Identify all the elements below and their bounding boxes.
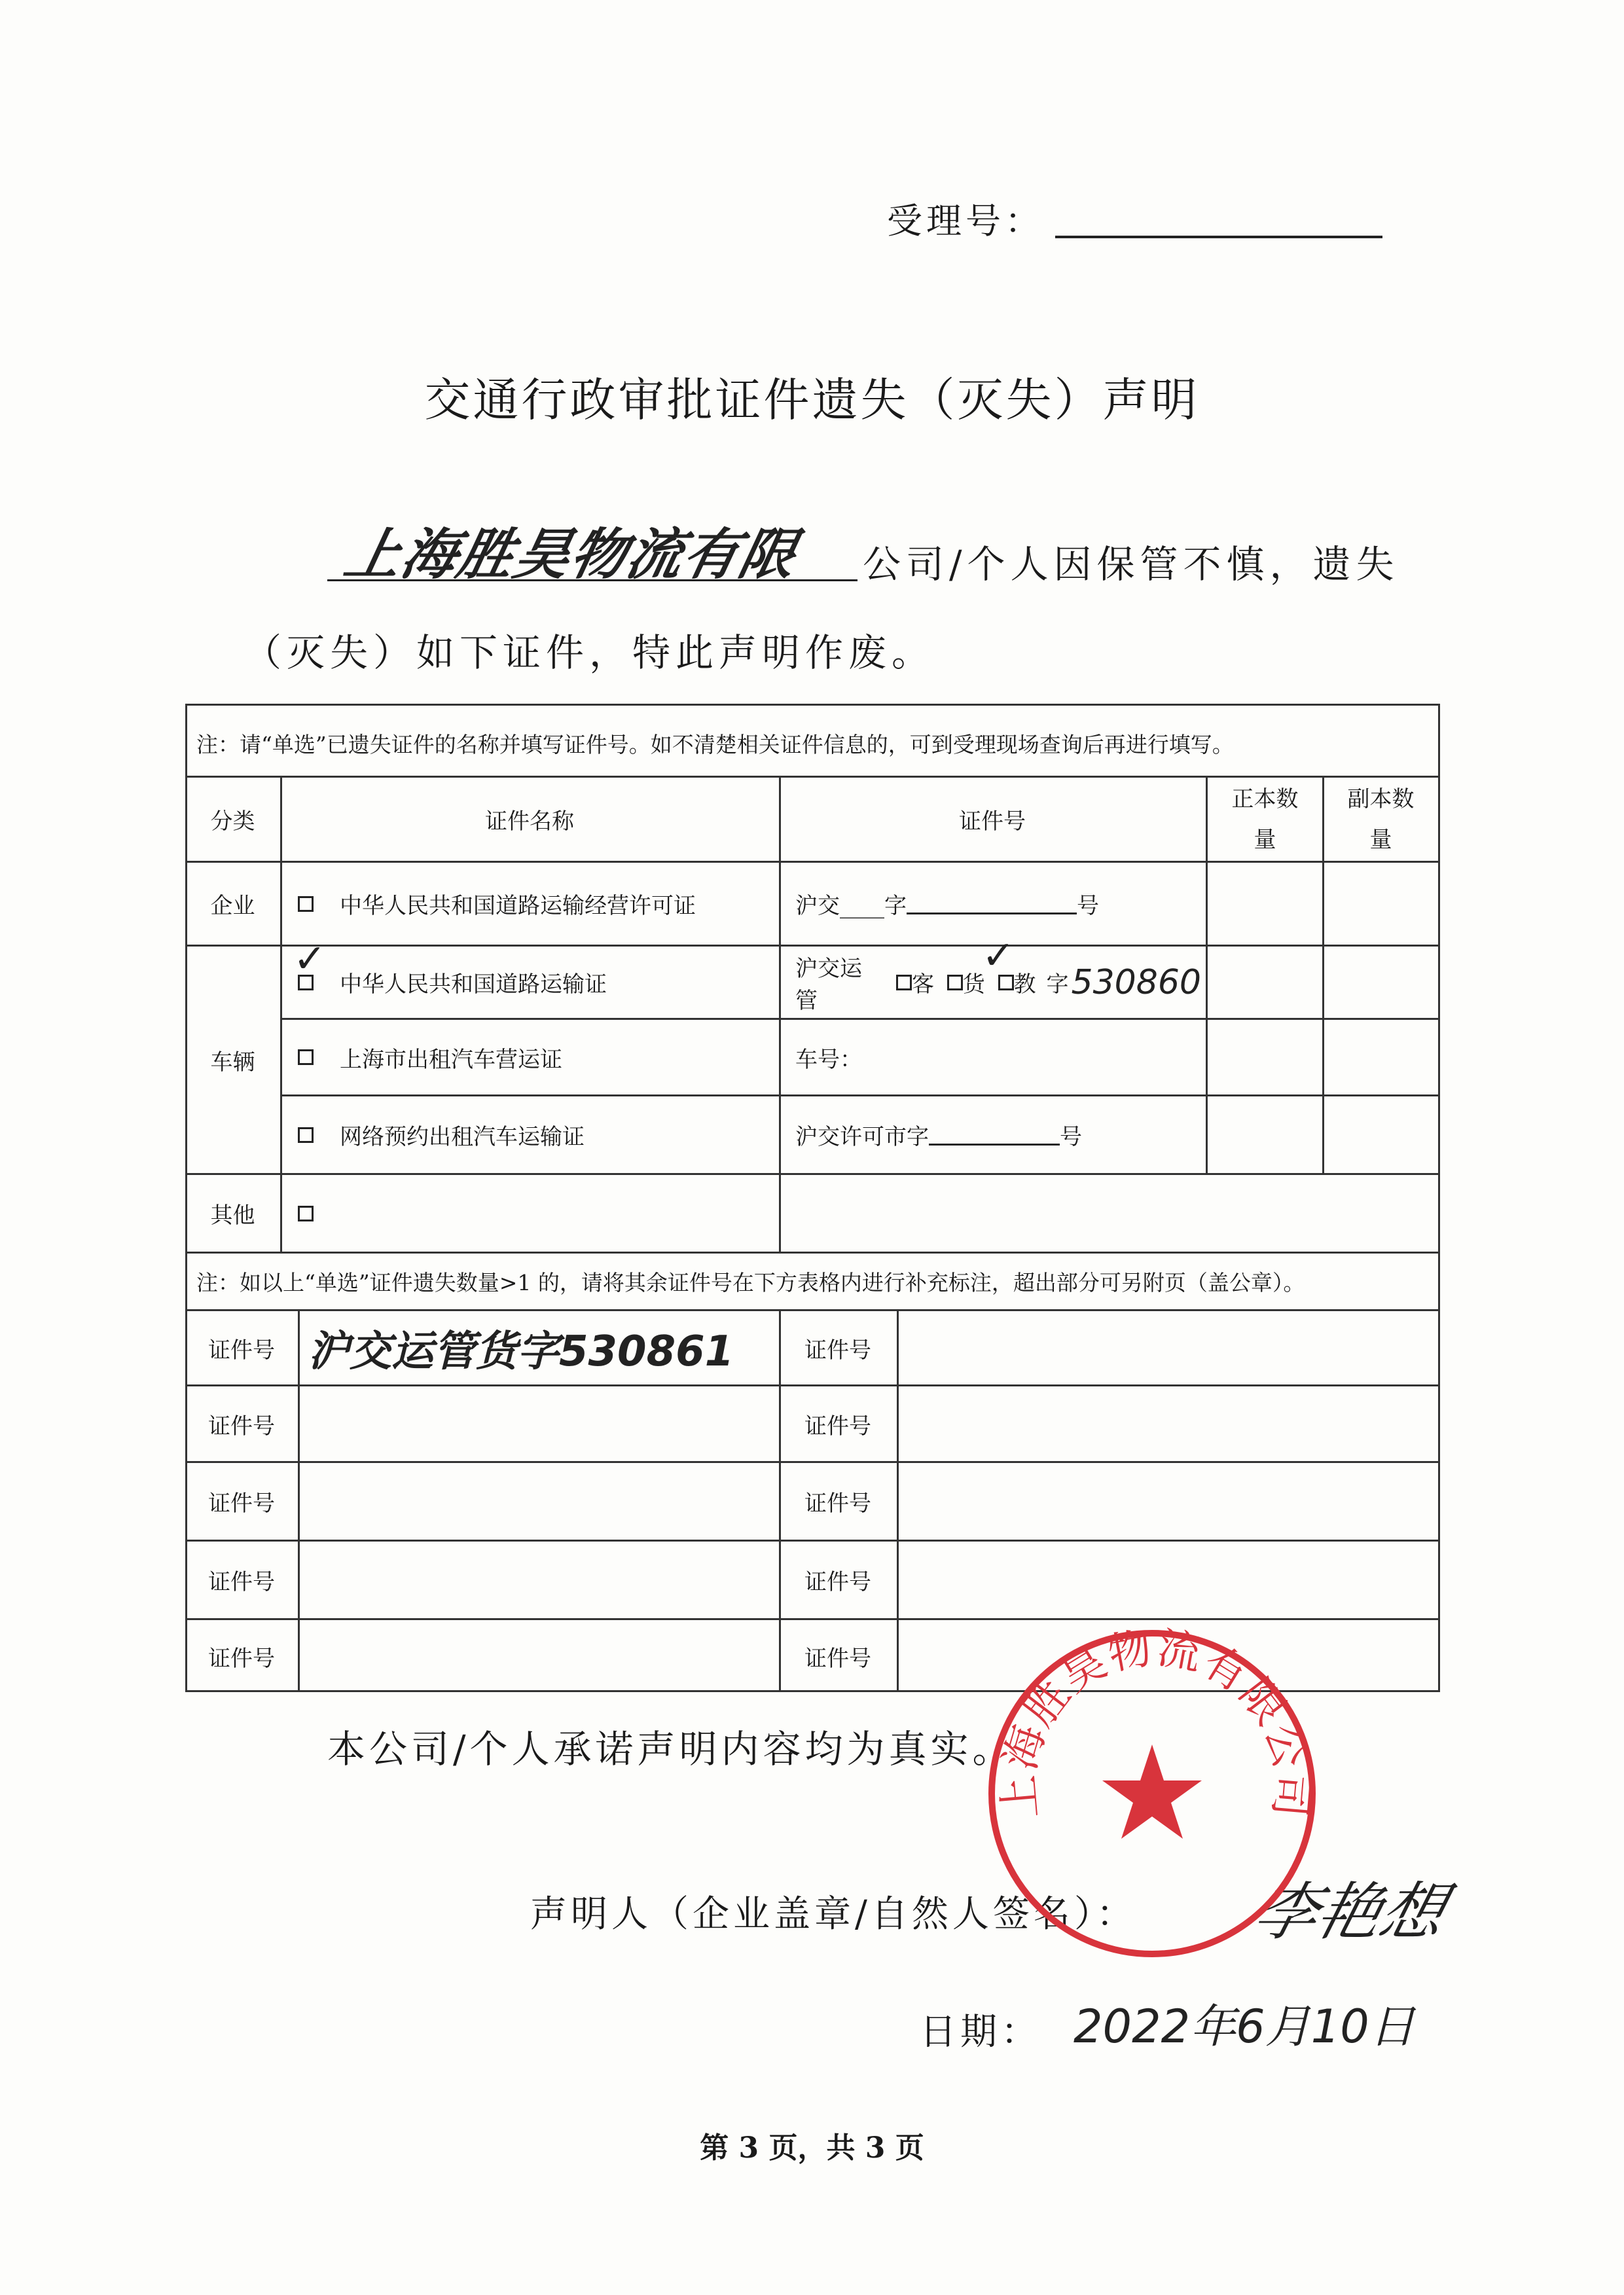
checkbox-taxi[interactable] <box>298 1049 314 1065</box>
declarer-label: 声明人（企业盖章/自然人签名）： <box>530 1893 1137 1936</box>
option-cargo: 货 <box>962 971 985 998</box>
cert-name-enterprise: 中华人民共和国道路运输经营许可证 <box>340 893 696 919</box>
enterprise-number-prefix: 沪交____字 <box>795 893 907 919</box>
acceptance-number-label: 受理号： <box>887 200 1044 242</box>
cert-name-taxi: 上海市出租汽车营运证 <box>340 1046 562 1073</box>
enterprise-number-blank[interactable] <box>907 893 1077 914</box>
extra-label-2b: 证件号 <box>804 1413 871 1439</box>
road-transport-char: 字 <box>1046 971 1069 998</box>
cert-name-ride-hailing: 网络预约出租汽车运输证 <box>340 1124 585 1150</box>
extra-label-3: 证件号 <box>208 1491 275 1517</box>
checkbox-other[interactable] <box>298 1206 314 1221</box>
road-transport-number-handwritten: 530860 <box>1071 962 1202 1002</box>
option-teaching: 教 <box>1013 971 1036 998</box>
header-cert-number: 证件号 <box>959 808 1026 835</box>
promise-statement: 本公司/个人承诺声明内容均为真实。 <box>327 1727 1015 1771</box>
ride-hailing-suffix: 号 <box>1060 1124 1082 1150</box>
extra-label-1b: 证件号 <box>804 1337 871 1364</box>
company-name-handwritten: 上海胜昊物流有限 <box>339 522 804 587</box>
checkbox-ride-hailing[interactable] <box>298 1127 314 1143</box>
checkmark-road-transport-icon: ✓ <box>293 936 327 982</box>
extra-label-2: 证件号 <box>208 1413 275 1439</box>
seal-text: 上海胜昊物流有限公司 <box>993 1623 1318 1821</box>
statement-line-2: （灭失）如下证件，特此声明作废。 <box>244 630 935 675</box>
row-enterprise-license[interactable] <box>298 863 776 945</box>
company-name-underline <box>327 579 857 581</box>
checkbox-passenger[interactable] <box>896 975 912 990</box>
checkbox-enterprise-license[interactable] <box>298 896 314 912</box>
category-enterprise: 企业 <box>210 893 255 919</box>
table-note-bottom: 注：如以上“单选”证件遗失数量>1 的，请将其余证件号在下方表格内进行补充标注，超出部分可另附页（盖公章）。 <box>196 1270 1305 1295</box>
row-ride-hailing[interactable] <box>298 1096 776 1173</box>
category-other: 其他 <box>210 1202 255 1229</box>
date-handwritten: 2022年6月10日 <box>1074 2000 1415 2053</box>
header-original-qty: 正本数量 <box>1231 786 1299 853</box>
seal-star-icon <box>1102 1744 1202 1839</box>
checkmark-cargo-icon: ✓ <box>982 933 1015 979</box>
checkbox-cargo[interactable] <box>947 975 963 990</box>
table-note-top: 注：请“单选”已遗失证件的名称并填写证件号。如不清楚相关证件信息的，可到受理现场查询后再进行填写。 <box>196 731 1234 757</box>
extra-number-handwritten[interactable]: 沪交运管货字530861 <box>308 1328 734 1376</box>
category-vehicle: 车辆 <box>210 1049 255 1075</box>
date-label: 日期： <box>920 2011 1041 2053</box>
ride-hailing-blank[interactable] <box>929 1124 1060 1146</box>
road-transport-prefix: 沪交运管 <box>795 955 862 1014</box>
document-title: 交通行政审批证件遗失（灭失）声明 <box>424 373 1200 427</box>
page-number: 第 3 页，共 3 页 <box>700 2131 924 2165</box>
ride-hailing-prefix: 沪交许可市字 <box>795 1124 929 1150</box>
row-road-transport[interactable] <box>298 947 776 1018</box>
taxi-plate-label: 车号： <box>795 1046 862 1073</box>
option-passenger: 客 <box>911 971 934 998</box>
signature-handwritten: 李艳想 <box>1246 1875 1454 1949</box>
extra-label-4b: 证件号 <box>804 1569 871 1595</box>
cert-number-ride-hailing[interactable] <box>795 1096 1188 1173</box>
header-category: 分类 <box>210 808 255 835</box>
header-cert-name: 证件名称 <box>485 808 574 835</box>
cert-name-road-transport: 中华人民共和国道路运输证 <box>340 971 607 998</box>
statement-line-1: 公司/个人因保管不慎，遗失 <box>863 542 1399 587</box>
header-copy-qty: 副本数量 <box>1347 786 1415 853</box>
row-taxi-license[interactable] <box>298 1020 776 1094</box>
extra-label-3b: 证件号 <box>804 1491 871 1517</box>
extra-label-1: 证件号 <box>208 1337 275 1364</box>
row-other[interactable] <box>298 1175 429 1252</box>
company-seal <box>982 1623 1322 1964</box>
acceptance-number-field[interactable] <box>1055 236 1382 238</box>
enterprise-number-suffix: 号 <box>1077 893 1099 919</box>
extra-label-4: 证件号 <box>208 1569 275 1595</box>
extra-label-5b: 证件号 <box>804 1645 871 1672</box>
extra-label-5: 证件号 <box>208 1645 275 1672</box>
